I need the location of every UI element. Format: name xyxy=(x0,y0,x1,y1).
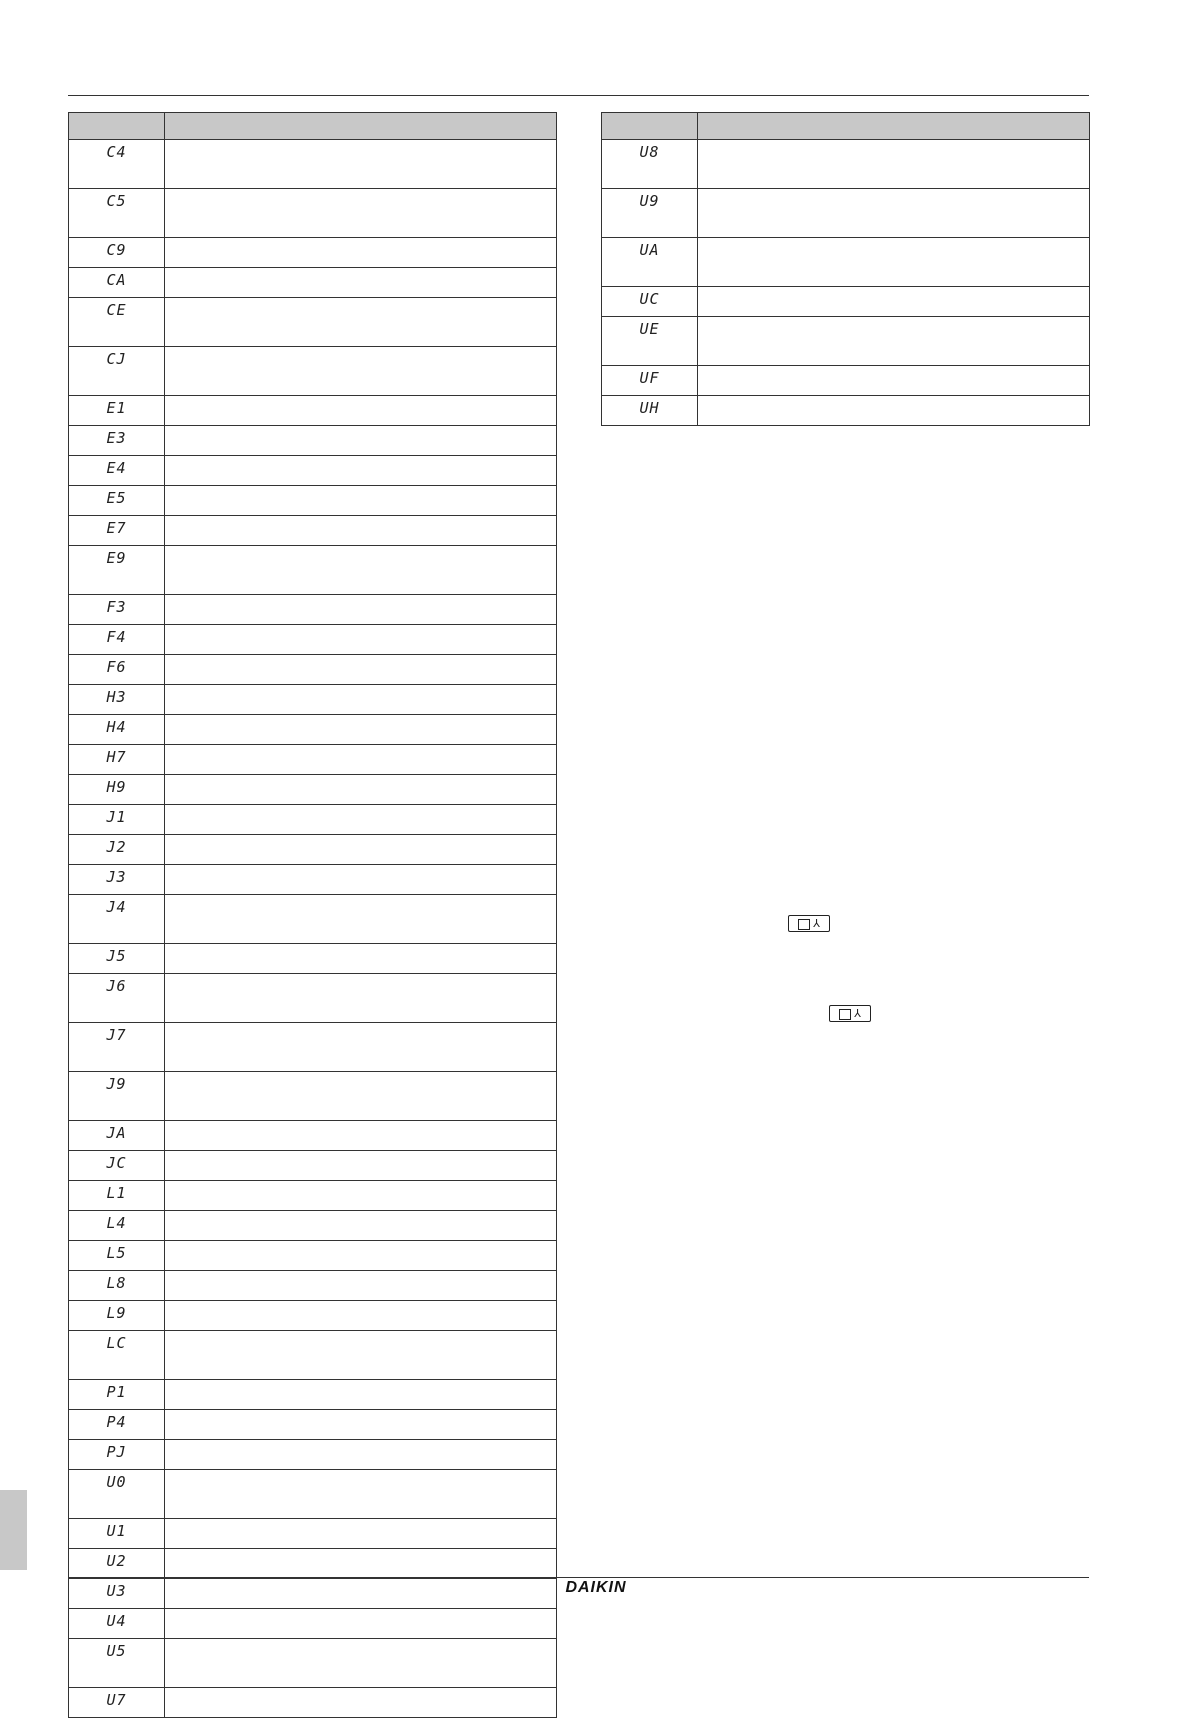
error-code: J2 xyxy=(69,835,165,865)
error-code: PJ xyxy=(69,1440,165,1470)
table-row xyxy=(69,298,557,347)
table-row xyxy=(69,1380,557,1410)
table-row xyxy=(69,456,557,486)
table-row xyxy=(69,745,557,775)
error-description xyxy=(698,396,1090,426)
error-code: J1 xyxy=(69,805,165,835)
error-description xyxy=(165,1470,557,1519)
table-row xyxy=(69,1241,557,1271)
error-description xyxy=(698,366,1090,396)
error-description xyxy=(165,486,557,516)
error-description xyxy=(698,140,1090,189)
error-description xyxy=(165,595,557,625)
error-code: P4 xyxy=(69,1410,165,1440)
error-description xyxy=(165,298,557,347)
error-code: E3 xyxy=(69,426,165,456)
table-row xyxy=(69,685,557,715)
error-description xyxy=(165,1639,557,1688)
table-row xyxy=(69,655,557,685)
error-code: H9 xyxy=(69,775,165,805)
error-code: L9 xyxy=(69,1301,165,1331)
error-code: U9 xyxy=(602,189,698,238)
error-description xyxy=(165,1549,557,1579)
error-description xyxy=(165,974,557,1023)
table-row xyxy=(69,775,557,805)
error-description xyxy=(165,1023,557,1072)
table-row xyxy=(69,895,557,944)
table-row xyxy=(69,1331,557,1380)
error-description xyxy=(165,1609,557,1639)
table-row xyxy=(69,1271,557,1301)
header-description xyxy=(698,113,1090,140)
error-description xyxy=(165,715,557,745)
display-fan-icon: ⅄ xyxy=(788,915,830,932)
error-code: L5 xyxy=(69,1241,165,1271)
error-description xyxy=(165,238,557,268)
table-row xyxy=(69,974,557,1023)
error-description xyxy=(165,685,557,715)
error-code: U3 xyxy=(69,1579,165,1609)
error-description xyxy=(698,238,1090,287)
error-code: E5 xyxy=(69,486,165,516)
table-row xyxy=(69,1121,557,1151)
error-code: U4 xyxy=(69,1609,165,1639)
table-row xyxy=(69,1211,557,1241)
error-description xyxy=(165,396,557,426)
error-code: E7 xyxy=(69,516,165,546)
error-description xyxy=(165,775,557,805)
error-code: C4 xyxy=(69,140,165,189)
error-code: U0 xyxy=(69,1470,165,1519)
error-description xyxy=(165,189,557,238)
table-row xyxy=(69,944,557,974)
error-code: E4 xyxy=(69,456,165,486)
error-code: JC xyxy=(69,1151,165,1181)
error-description xyxy=(165,805,557,835)
error-code: U5 xyxy=(69,1639,165,1688)
error-code: JA xyxy=(69,1121,165,1151)
table-row xyxy=(602,287,1090,317)
error-description xyxy=(165,546,557,595)
error-description xyxy=(165,1072,557,1121)
header-description xyxy=(165,113,557,140)
error-code: J6 xyxy=(69,974,165,1023)
error-description xyxy=(165,516,557,546)
table-row xyxy=(69,1688,557,1718)
error-code: H4 xyxy=(69,715,165,745)
error-description xyxy=(165,835,557,865)
error-code: LC xyxy=(69,1331,165,1380)
table-row xyxy=(69,1410,557,1440)
table-row xyxy=(69,347,557,396)
top-rule xyxy=(68,95,1089,96)
table-row xyxy=(69,486,557,516)
error-code: CE xyxy=(69,298,165,347)
table-row xyxy=(69,1470,557,1519)
error-description xyxy=(165,1271,557,1301)
header-code xyxy=(69,113,165,140)
table-row xyxy=(602,238,1090,287)
header-code xyxy=(602,113,698,140)
table-row xyxy=(69,268,557,298)
error-code: UC xyxy=(602,287,698,317)
error-description xyxy=(165,1241,557,1271)
error-code: F4 xyxy=(69,625,165,655)
error-code: P1 xyxy=(69,1380,165,1410)
table-row xyxy=(69,546,557,595)
table-row xyxy=(69,835,557,865)
table-row xyxy=(69,1609,557,1639)
daikin-logo: DAIKIN xyxy=(565,1579,627,1596)
error-code: C5 xyxy=(69,189,165,238)
error-code: L4 xyxy=(69,1211,165,1241)
table-row xyxy=(69,1549,557,1579)
table-row xyxy=(69,1072,557,1121)
error-description xyxy=(165,1121,557,1151)
table-row xyxy=(69,516,557,546)
error-description xyxy=(165,347,557,396)
error-description xyxy=(165,1301,557,1331)
table-row xyxy=(69,1151,557,1181)
error-code: H3 xyxy=(69,685,165,715)
error-code: U2 xyxy=(69,1549,165,1579)
table-row xyxy=(69,805,557,835)
error-description xyxy=(165,865,557,895)
error-code: E9 xyxy=(69,546,165,595)
table-row xyxy=(69,1639,557,1688)
error-description xyxy=(165,268,557,298)
table-row xyxy=(69,625,557,655)
error-code: UF xyxy=(602,366,698,396)
side-tab xyxy=(0,1490,27,1570)
error-description xyxy=(165,944,557,974)
error-code: E1 xyxy=(69,396,165,426)
error-description xyxy=(165,655,557,685)
error-code: U8 xyxy=(602,140,698,189)
error-description xyxy=(165,1211,557,1241)
error-description xyxy=(698,189,1090,238)
error-code: F3 xyxy=(69,595,165,625)
error-description xyxy=(165,140,557,189)
error-code: CA xyxy=(69,268,165,298)
table-row xyxy=(69,1181,557,1211)
error-description xyxy=(165,1410,557,1440)
table-row xyxy=(69,865,557,895)
table-row xyxy=(602,317,1090,366)
error-description xyxy=(165,745,557,775)
error-code: UE xyxy=(602,317,698,366)
error-description xyxy=(165,895,557,944)
error-description xyxy=(165,625,557,655)
error-description xyxy=(165,1151,557,1181)
error-code: UH xyxy=(602,396,698,426)
error-code: UA xyxy=(602,238,698,287)
table-row xyxy=(69,715,557,745)
error-description xyxy=(698,287,1090,317)
error-code-table-left xyxy=(68,112,557,1718)
error-description xyxy=(165,1331,557,1380)
table-row xyxy=(602,396,1090,426)
error-code: H7 xyxy=(69,745,165,775)
error-description xyxy=(165,1519,557,1549)
table-row xyxy=(69,426,557,456)
table-row xyxy=(69,1440,557,1470)
error-description xyxy=(698,317,1090,366)
table-row xyxy=(69,1023,557,1072)
error-description xyxy=(165,426,557,456)
error-code: J7 xyxy=(69,1023,165,1072)
error-description xyxy=(165,1181,557,1211)
table-row xyxy=(69,396,557,426)
table-row xyxy=(69,238,557,268)
table-row xyxy=(69,189,557,238)
error-code: F6 xyxy=(69,655,165,685)
error-code: L1 xyxy=(69,1181,165,1211)
error-code: J3 xyxy=(69,865,165,895)
error-code-table-right xyxy=(601,112,1090,426)
error-code: U1 xyxy=(69,1519,165,1549)
error-code: U7 xyxy=(69,1688,165,1718)
error-code: J9 xyxy=(69,1072,165,1121)
error-code: L8 xyxy=(69,1271,165,1301)
table-row xyxy=(602,366,1090,396)
display-fan-icon: ⅄ xyxy=(829,1005,871,1022)
error-description xyxy=(165,456,557,486)
error-description xyxy=(165,1380,557,1410)
table-row xyxy=(69,1519,557,1549)
error-code: J4 xyxy=(69,895,165,944)
table-row xyxy=(69,595,557,625)
error-description xyxy=(165,1440,557,1470)
error-code: C9 xyxy=(69,238,165,268)
error-code: J5 xyxy=(69,944,165,974)
table-row xyxy=(69,1301,557,1331)
error-description xyxy=(165,1688,557,1718)
error-code: CJ xyxy=(69,347,165,396)
table-row xyxy=(69,140,557,189)
table-row xyxy=(602,140,1090,189)
table-row xyxy=(602,189,1090,238)
